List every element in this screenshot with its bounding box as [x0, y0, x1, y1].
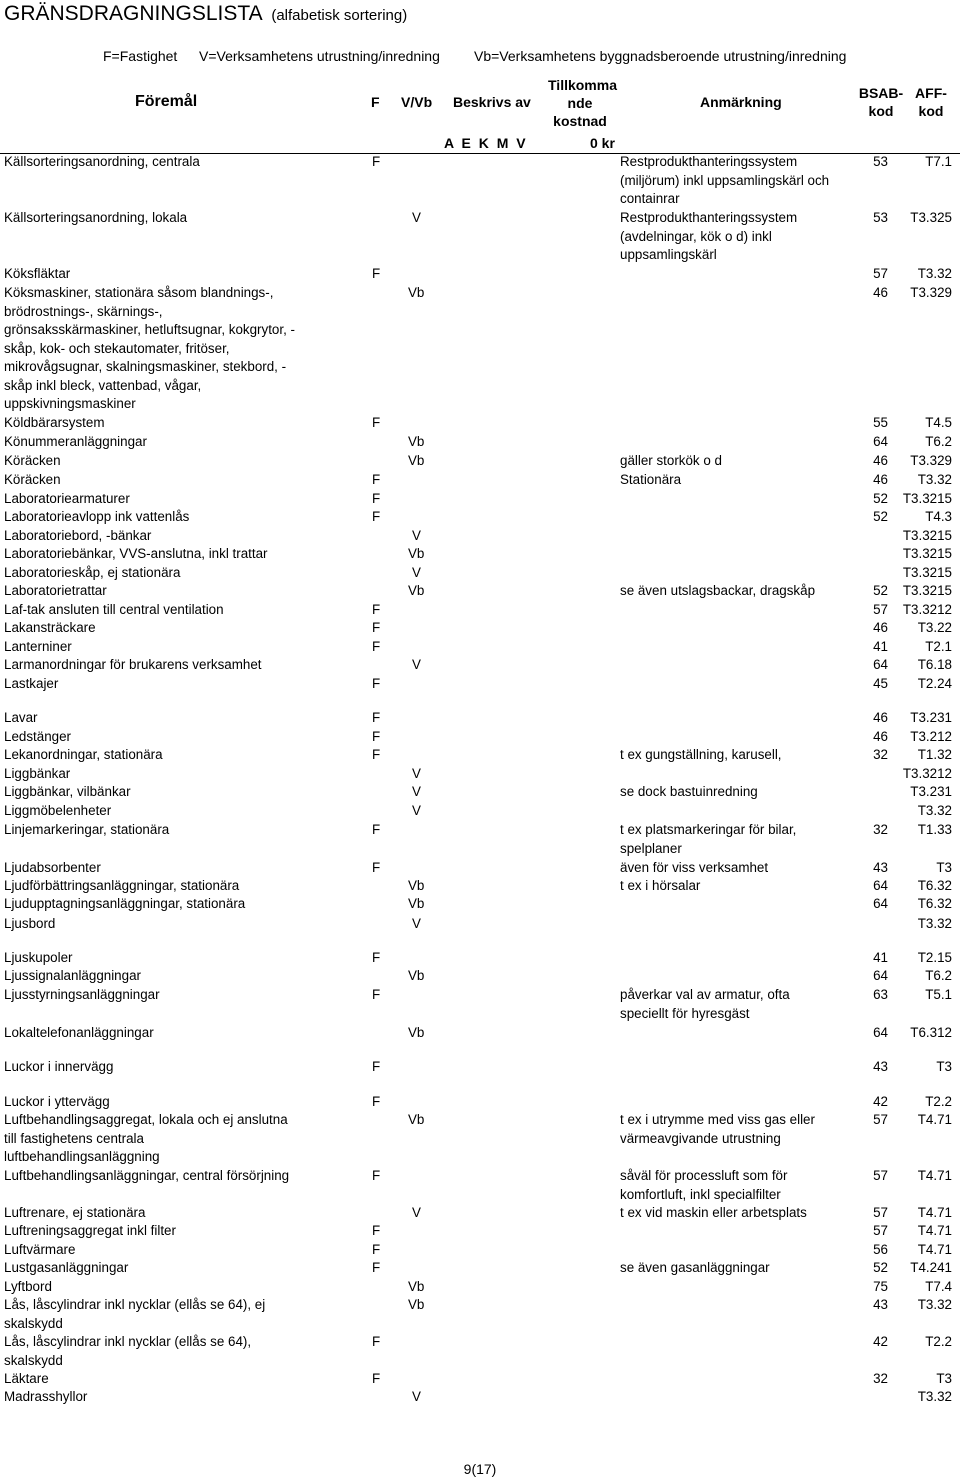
item-aff-code: T4.71	[917, 1223, 952, 1238]
responsibility-code: F	[372, 639, 381, 654]
item-name	[4, 949, 72, 968]
item-note-line: såväl för processluft som för	[620, 1168, 788, 1183]
item-name-line: Luftreningsaggregat inkl filter	[4, 1223, 176, 1238]
item-aff-code: T4.241	[910, 1260, 952, 1275]
item-note-line: uppsamlingskärl	[620, 247, 717, 262]
item-bsab-code: 43	[873, 860, 888, 875]
item-aff-code: T3.3215	[902, 491, 952, 506]
item-bsab-code: 53	[873, 210, 888, 225]
item-name-line: Laf-tak ansluten till central ventilation	[4, 602, 224, 617]
item-name-line: Lanterniner	[4, 639, 72, 654]
item-bsab-code: 52	[873, 491, 888, 506]
item-bsab-code: 64	[873, 896, 888, 911]
responsibility-code: F	[372, 860, 381, 875]
item-aff-code: T6.312	[910, 1025, 952, 1040]
header-foremal: Föremål	[135, 93, 198, 110]
responsibility-code: Vb	[408, 583, 425, 598]
item-name	[4, 967, 141, 986]
item-aff-code: T3.32	[917, 266, 952, 281]
item-name-line: Luftbehandlingsaggregat, lokala och ej anslutna	[4, 1112, 288, 1127]
responsibility-code: F	[372, 1223, 381, 1238]
item-name-line: Lokaltelefonanläggningar	[4, 1025, 154, 1040]
responsibility-code: F	[372, 1371, 381, 1386]
item-aff-code: T2.15	[917, 950, 952, 965]
item-name	[4, 582, 107, 601]
item-name-line: Lekanordningar, stationära	[4, 747, 163, 762]
item-name	[4, 1370, 49, 1389]
item-bsab-code: 52	[873, 583, 888, 598]
item-name	[4, 638, 72, 657]
item-aff-code: T7.1	[925, 154, 952, 169]
item-name	[4, 209, 187, 228]
item-bsab-code: 41	[873, 639, 888, 654]
item-note	[620, 821, 796, 858]
item-name	[4, 284, 295, 414]
responsibility-code: Vb	[408, 434, 425, 449]
responsibility-code: V	[412, 565, 421, 580]
item-name	[4, 783, 131, 802]
item-aff-code: T3.22	[917, 620, 952, 635]
responsibility-code: Vb	[408, 1279, 425, 1294]
item-name-line: Köräcken	[4, 472, 61, 487]
header-anmarkning: Anmärkning	[700, 94, 782, 110]
item-note	[620, 1204, 807, 1223]
item-name	[4, 765, 70, 784]
item-name-line: mikrovågsugnar, skalningsmaskiner, stekbord, -	[4, 359, 287, 374]
item-bsab-code: 64	[873, 434, 888, 449]
item-name	[4, 895, 245, 914]
item-name	[4, 1058, 113, 1077]
legend-vb: Vb=Verksamhetens byggnadsberoende utrustning/inredning	[474, 48, 847, 64]
item-name-line: Ljuskupoler	[4, 950, 73, 965]
item-note-line: gäller storkök o d	[620, 453, 722, 468]
item-aff-code: T6.18	[917, 657, 952, 672]
item-name	[4, 821, 169, 840]
title-subtitle: (alfabetisk sortering)	[271, 7, 408, 24]
item-note	[620, 859, 768, 878]
responsibility-code: F	[372, 987, 381, 1002]
item-aff-code: T3.329	[910, 453, 952, 468]
item-name-line: Könummeranläggningar	[4, 434, 147, 449]
item-name-line: Lavar	[4, 710, 38, 725]
item-note-line: containrar	[620, 191, 680, 206]
responsibility-code: F	[372, 1094, 381, 1109]
item-name-line: Luftrenare, ej stationära	[4, 1205, 146, 1220]
responsibility-code: V	[412, 766, 421, 781]
item-note-line: t ex gungställning, karusell,	[620, 747, 782, 762]
item-name-line: Lås, låscylindrar inkl nycklar (ellås se 64),	[4, 1334, 252, 1349]
item-note	[620, 1259, 770, 1278]
item-note-line: Restprodukthanteringssystem	[620, 210, 798, 225]
item-name-line: Laboratoriebänkar, VVS-anslutna, inkl trattar	[4, 546, 268, 561]
item-name-line: Källsorteringsanordning, lokala	[4, 210, 188, 225]
responsibility-code: F	[372, 950, 381, 965]
item-name	[4, 452, 61, 471]
item-aff-code: T4.71	[917, 1205, 952, 1220]
item-name	[4, 1388, 87, 1407]
item-aff-code: T1.33	[917, 822, 952, 837]
item-name-line: Luftbehandlingsanläggningar, central försörjning	[4, 1168, 290, 1183]
item-name-line: skåp inkl bleck, vattenbad, vågar,	[4, 377, 202, 393]
item-bsab-code: 64	[873, 878, 888, 893]
responsibility-code: F	[372, 620, 381, 635]
item-aff-code: T3.32	[917, 1297, 952, 1312]
item-aff-code: T2.24	[917, 676, 952, 691]
responsibility-code: V	[412, 784, 421, 799]
item-name	[4, 915, 55, 934]
item-note	[620, 1111, 815, 1148]
header-beskrivs-av: Beskrivs av	[453, 94, 531, 110]
header-aekmv: A E K M V	[444, 135, 526, 151]
item-name	[4, 490, 130, 509]
item-note-line: t ex platsmarkeringar för bilar,	[620, 822, 797, 837]
item-aff-code: T5.1	[925, 987, 952, 1002]
item-note-line: komfortluft, inkl specialfilter	[620, 1186, 781, 1202]
responsibility-code: V	[412, 1205, 421, 1220]
item-aff-code: T2.1	[925, 639, 952, 654]
item-aff-code: T3.3215	[902, 528, 952, 543]
item-name-line: skalskydd	[4, 1352, 63, 1368]
item-name	[4, 656, 262, 675]
item-note-line: Stationära	[620, 472, 682, 487]
item-bsab-code: 57	[873, 1223, 888, 1238]
item-name	[4, 802, 111, 821]
item-bsab-code: 53	[873, 154, 888, 169]
item-name-line: Liggbänkar	[4, 766, 71, 781]
item-name	[4, 153, 200, 172]
item-name-line: Lastkajer	[4, 676, 59, 691]
item-bsab-code: 32	[873, 747, 888, 762]
item-name-line: Linjemarkeringar, stationära	[4, 822, 170, 837]
item-name-line: Luckor i yttervägg	[4, 1094, 110, 1109]
responsibility-code: Vb	[408, 1112, 425, 1127]
item-name	[4, 986, 160, 1005]
item-note	[620, 209, 797, 265]
item-name-line: Köksfläktar	[4, 266, 71, 281]
item-name	[4, 1111, 288, 1167]
item-name	[4, 265, 70, 284]
item-note	[620, 471, 681, 490]
item-aff-code: T4.71	[917, 1112, 952, 1127]
item-name	[4, 746, 163, 765]
item-note-line: se även utslagsbackar, dragskåp	[620, 583, 816, 598]
item-name-line: Ljudförbättringsanläggningar, stationära	[4, 878, 240, 893]
header-bsab-line1: BSAB-	[858, 85, 904, 101]
item-name-line: Laboratorieskåp, ej stationära	[4, 565, 181, 580]
item-name-line: Källsorteringsanordning, centrala	[4, 154, 200, 169]
item-name-line: Ljussignalanläggningar	[4, 968, 141, 983]
responsibility-code: Vb	[408, 1025, 425, 1040]
item-bsab-code: 32	[873, 822, 888, 837]
item-aff-code: T3	[936, 860, 952, 875]
responsibility-code: F	[372, 1242, 381, 1257]
item-name-line: Ledstänger	[4, 729, 72, 744]
item-name-line: Lakansträckare	[4, 620, 96, 635]
item-name	[4, 527, 151, 546]
item-name-line: Luftvärmare	[4, 1242, 76, 1257]
header-tillkommande-line2: nde	[567, 95, 593, 111]
item-aff-code: T3.32	[917, 803, 952, 818]
responsibility-code: F	[372, 1059, 381, 1074]
item-note-line: se dock bastuinredning	[620, 784, 758, 799]
item-bsab-code: 46	[873, 285, 888, 300]
item-name-line: skalskydd	[4, 1315, 63, 1331]
header-aff-line1: AFF-	[915, 85, 947, 101]
item-aff-code: T4.5	[925, 415, 952, 430]
item-aff-code: T4.71	[917, 1242, 952, 1257]
item-name-line: Köldbärarsystem	[4, 415, 105, 430]
responsibility-code: F	[372, 509, 381, 524]
item-name	[4, 1278, 52, 1297]
legend-v: V=Verksamhetens utrustning/inredning	[199, 48, 440, 64]
responsibility-code: F	[372, 676, 381, 691]
item-name	[4, 728, 71, 747]
responsibility-code: V	[412, 916, 421, 931]
item-note-line: påverkar val av armatur, ofta	[620, 987, 790, 1002]
item-note-line: speciellt för hyresgäst	[620, 1005, 750, 1021]
item-name-line: Ljudupptagningsanläggningar, stationära	[4, 896, 246, 911]
item-aff-code: T3.32	[917, 916, 952, 931]
item-name-line: Ljudabsorbenter	[4, 860, 101, 875]
item-name-line: uppskivningsmaskiner	[4, 396, 136, 411]
responsibility-code: F	[372, 266, 381, 281]
item-note	[620, 452, 722, 471]
item-name	[4, 414, 104, 433]
responsibility-code: V	[412, 210, 421, 225]
item-name	[4, 471, 61, 490]
header-tillkommande-line1: Tillkomma	[548, 77, 617, 93]
responsibility-code: F	[372, 1334, 381, 1349]
header-tillkommande-line3: kostnad	[553, 113, 607, 129]
item-name	[4, 508, 189, 527]
item-aff-code: T3.3212	[902, 602, 952, 617]
item-aff-code: T6.2	[925, 968, 952, 983]
item-aff-code: T4.71	[917, 1168, 952, 1183]
responsibility-code: F	[372, 1260, 381, 1275]
item-name-line: Laboratorietrattar	[4, 583, 107, 598]
item-name	[4, 619, 96, 638]
item-name-line: Luckor i innervägg	[4, 1059, 114, 1074]
item-aff-code: T4.3	[925, 509, 952, 524]
item-bsab-code: 64	[873, 1025, 888, 1040]
page-number: 9(17)	[463, 1461, 497, 1477]
responsibility-code: F	[372, 1168, 381, 1183]
header-f: F	[371, 94, 380, 110]
item-bsab-code: 57	[873, 602, 888, 617]
item-note-line: (miljörum) inkl uppsamlingskärl och	[620, 172, 830, 188]
item-name-line: Lustgasanläggningar	[4, 1260, 129, 1275]
item-bsab-code: 56	[873, 1242, 888, 1257]
responsibility-code: F	[372, 710, 381, 725]
item-name	[4, 859, 101, 878]
responsibility-code: F	[372, 729, 381, 744]
item-bsab-code: 55	[873, 415, 888, 430]
item-aff-code: T3.3215	[902, 583, 952, 598]
item-bsab-code: 43	[873, 1297, 888, 1312]
item-aff-code: T3	[936, 1371, 952, 1386]
item-note	[620, 1167, 787, 1204]
item-note-line: t ex i hörsalar	[620, 878, 701, 893]
item-bsab-code: 46	[873, 620, 888, 635]
title-main: GRÄNSDRAGNINGSLISTA	[4, 2, 262, 25]
item-name	[4, 877, 239, 896]
item-name-line: Ljusbord	[4, 916, 56, 931]
responsibility-code: Vb	[408, 546, 425, 561]
item-aff-code: T6.2	[925, 434, 952, 449]
item-name-line: grönsaksskärmaskiner, hetluftsugnar, kokgrytor, -	[4, 322, 296, 337]
header-vvb: V/Vb	[401, 94, 433, 110]
item-bsab-code: 41	[873, 950, 888, 965]
item-name-line: Läktare	[4, 1371, 49, 1386]
item-name-line: Laboratoriearmaturer	[4, 491, 130, 506]
responsibility-code: Vb	[408, 1297, 425, 1312]
item-name	[4, 1296, 265, 1333]
item-aff-code: T3.231	[910, 784, 952, 799]
item-bsab-code: 75	[873, 1279, 888, 1294]
item-name-line: Liggbänkar, vilbänkar	[4, 784, 131, 799]
item-aff-code: T6.32	[917, 878, 952, 893]
header-zero-kr: 0 kr	[590, 135, 615, 151]
responsibility-code: F	[372, 747, 381, 762]
item-note	[620, 877, 700, 896]
responsibility-code: F	[372, 491, 381, 506]
item-name-line: Larmanordningar för brukarens verksamhet	[4, 657, 262, 672]
item-name	[4, 433, 147, 452]
item-name-line: Liggmöbelenheter	[4, 803, 112, 818]
item-aff-code: T1.32	[917, 747, 952, 762]
item-bsab-code: 52	[873, 509, 888, 524]
responsibility-code: Vb	[408, 285, 425, 300]
item-aff-code: T3.32	[917, 472, 952, 487]
responsibility-code: F	[372, 822, 381, 837]
item-name-line: Ljusstyrningsanläggningar	[4, 987, 160, 1002]
item-bsab-code: 42	[873, 1334, 888, 1349]
responsibility-code: F	[372, 154, 381, 169]
item-name-line: Köksmaskiner, stationära såsom blandnings-,	[4, 285, 274, 300]
item-name	[4, 601, 224, 620]
item-aff-code: T2.2	[925, 1334, 952, 1349]
item-note-line: även för viss verksamhet	[620, 860, 769, 875]
item-name	[4, 1024, 154, 1043]
responsibility-code: Vb	[408, 968, 425, 983]
item-aff-code: T6.32	[917, 896, 952, 911]
item-aff-code: T3	[936, 1059, 952, 1074]
item-name	[4, 1222, 176, 1241]
responsibility-code: Vb	[408, 878, 425, 893]
item-bsab-code: 64	[873, 657, 888, 672]
item-note-line: (avdelningar, kök o d) inkl	[620, 228, 772, 244]
item-name	[4, 675, 58, 694]
item-note	[620, 783, 758, 802]
item-bsab-code: 43	[873, 1059, 888, 1074]
item-bsab-code: 57	[873, 1168, 888, 1183]
item-name-line: Köräcken	[4, 453, 61, 468]
item-bsab-code: 63	[873, 987, 888, 1002]
item-bsab-code: 42	[873, 1094, 888, 1109]
item-name-line: Laboratoriebord, -bänkar	[4, 528, 152, 543]
item-aff-code: T3.329	[910, 285, 952, 300]
item-name	[4, 1259, 128, 1278]
item-name-line: till fastighetens centrala	[4, 1130, 144, 1146]
responsibility-code: Vb	[408, 896, 425, 911]
legend-f: F=Fastighet	[103, 48, 178, 64]
item-name-line: brödrostnings-, skärnings-,	[4, 303, 163, 319]
item-note-line: t ex i utrymme med viss gas eller	[620, 1112, 815, 1127]
item-name-line: Lås, låscylindrar inkl nycklar (ellås se 64), ej	[4, 1297, 266, 1312]
responsibility-code: V	[412, 528, 421, 543]
item-aff-code: T3.3215	[902, 565, 952, 580]
item-bsab-code: 46	[873, 453, 888, 468]
item-bsab-code: 57	[873, 1205, 888, 1220]
item-name	[4, 1333, 251, 1370]
item-note	[620, 746, 782, 765]
responsibility-code: V	[412, 803, 421, 818]
item-name-line: Lyftbord	[4, 1279, 52, 1294]
item-note-line: spelplaner	[620, 840, 682, 856]
item-aff-code: T3.212	[910, 729, 952, 744]
item-name	[4, 1167, 289, 1186]
item-name-line: Laboratorieavlopp ink vattenlås	[4, 509, 190, 524]
item-note-line: värmeavgivande utrustning	[620, 1130, 781, 1146]
item-note	[620, 986, 790, 1023]
item-note	[620, 153, 829, 209]
item-bsab-code: 64	[873, 968, 888, 983]
item-bsab-code: 52	[873, 1260, 888, 1275]
item-bsab-code: 32	[873, 1371, 888, 1386]
responsibility-code: V	[412, 1389, 421, 1404]
item-note-line: Restprodukthanteringssystem	[620, 154, 798, 169]
item-bsab-code: 57	[873, 1112, 888, 1127]
item-name	[4, 1093, 110, 1112]
item-note-line: se även gasanläggningar	[620, 1260, 770, 1275]
responsibility-code: F	[372, 415, 381, 430]
item-bsab-code: 46	[873, 710, 888, 725]
item-name	[4, 1241, 75, 1260]
item-aff-code: T7.4	[925, 1279, 952, 1294]
item-name	[4, 1204, 145, 1223]
item-name-line: luftbehandlingsanläggning	[4, 1149, 160, 1164]
item-name	[4, 564, 180, 583]
header-aff-line2: kod	[918, 103, 944, 119]
item-aff-code: T3.32	[917, 1389, 952, 1404]
item-name-line: skåp, kok- och stekautomater, fritöser,	[4, 340, 230, 356]
item-aff-code: T3.3215	[902, 546, 952, 561]
header-bsab-line2: kod	[868, 103, 894, 119]
item-aff-code: T2.2	[925, 1094, 952, 1109]
item-aff-code: T3.3212	[902, 766, 952, 781]
item-bsab-code: 57	[873, 266, 888, 281]
responsibility-code: Vb	[408, 453, 425, 468]
item-note-line: t ex vid maskin eller arbetsplats	[620, 1205, 807, 1220]
item-bsab-code: 46	[873, 472, 888, 487]
item-aff-code: T3.231	[910, 710, 952, 725]
item-bsab-code: 45	[873, 676, 888, 691]
responsibility-code: F	[372, 602, 381, 617]
item-name-line: Madrasshyllor	[4, 1389, 88, 1404]
item-name	[4, 709, 38, 728]
item-note	[620, 582, 815, 601]
item-bsab-code: 46	[873, 729, 888, 744]
item-aff-code: T3.325	[910, 210, 952, 225]
responsibility-code: F	[372, 472, 381, 487]
responsibility-code: V	[412, 657, 421, 672]
item-name	[4, 545, 268, 564]
